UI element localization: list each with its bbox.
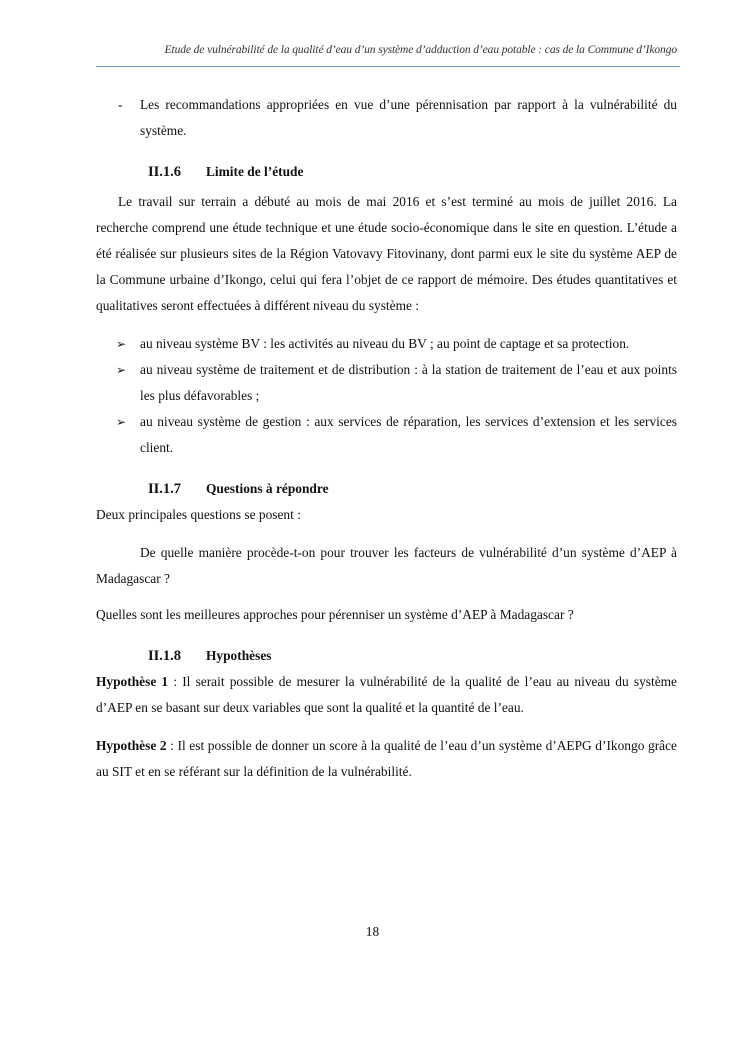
header-rule <box>96 66 680 67</box>
hypothesis-1-text: : Il serait possible de mesurer la vulnérabilité de la qualité de l’eau au niveau du système d’AEP en se basant sur deux variables que sont la qualité et la quantité de l’eau. <box>96 674 677 715</box>
section-heading-questions <box>96 476 677 502</box>
section-number: II.1.6 <box>148 164 182 180</box>
recommendation-text: Les recommandations appropriées en vue d’une pérennisation par rapport à la vulnérabilité du système. <box>140 97 677 138</box>
section-heading-limite <box>96 159 677 185</box>
list-item <box>96 357 677 409</box>
recommendation-item <box>96 92 677 144</box>
section-title: Limite de l’étude <box>206 164 304 179</box>
page-content <box>96 92 677 785</box>
section-number: II.1.8 <box>148 648 182 664</box>
arrow-bullet-icon: ➢ <box>116 415 127 429</box>
hypothesis-2 <box>96 733 677 785</box>
list-item-text: au niveau système BV : les activités au niveau du BV ; au point de captage et sa protection. <box>140 336 630 351</box>
bullet-list <box>96 331 677 461</box>
hypothesis-1 <box>96 669 677 721</box>
hypothesis-2-text: : Il est possible de donner un score à la qualité de l’eau d’un système d’AEPG d’Ikongo grâce au SIT et en se référant sur la définition de la vulnérabilité. <box>96 738 677 779</box>
hypothesis-2-label: Hypothèse 2 <box>96 738 167 753</box>
question-1: De quelle manière procède-t-on pour trouver les facteurs de vulnérabilité d’un système d’AEP à Madagascar ? <box>96 545 677 586</box>
questions-intro: Deux principales questions se posent : <box>96 507 301 522</box>
list-item-text: au niveau système de gestion : aux services de réparation, les services d’extension et les services client. <box>140 414 677 455</box>
list-item-text: au niveau système de traitement et de distribution : à la station de traitement de l’eau et aux points les plus défavorables ; <box>140 362 677 403</box>
running-header: Etude de vulnérabilité de la qualité d’eau d’un système d’adduction d’eau potable : cas de la Commune d’Ikongo <box>164 44 677 56</box>
question-2: Quelles sont les meilleures approches pour pérenniser un système d’AEP à Madagascar ? <box>96 607 574 622</box>
section-heading-hypotheses <box>96 643 677 669</box>
limite-paragraph: Le travail sur terrain a débuté au mois de mai 2016 et s’est terminé au mois de juillet 2016. La recherche comprend une étude technique et une étude socio-économique dans le site en question. L’étude a été réalisée sur plusieurs sites de la Région Vatovavy Fitovinany, dont parmi eux le site du système AEP de la Commune urbaine d’Ikongo, celui qui fera l’objet de ce rapport de mémoire. Des études quantitatives et qualitatives seront effectuées à différent niveau du système : <box>96 194 677 313</box>
list-item <box>96 409 677 461</box>
section-title: Questions à répondre <box>206 481 329 496</box>
section-number: II.1.7 <box>148 481 182 497</box>
hypothesis-1-label: Hypothèse 1 <box>96 674 169 689</box>
dash-marker: - <box>118 97 123 112</box>
list-item <box>96 331 677 357</box>
section-title: Hypothèses <box>206 648 272 663</box>
page-number: 18 <box>365 924 380 939</box>
arrow-bullet-icon: ➢ <box>116 363 127 377</box>
arrow-bullet-icon: ➢ <box>116 337 127 351</box>
